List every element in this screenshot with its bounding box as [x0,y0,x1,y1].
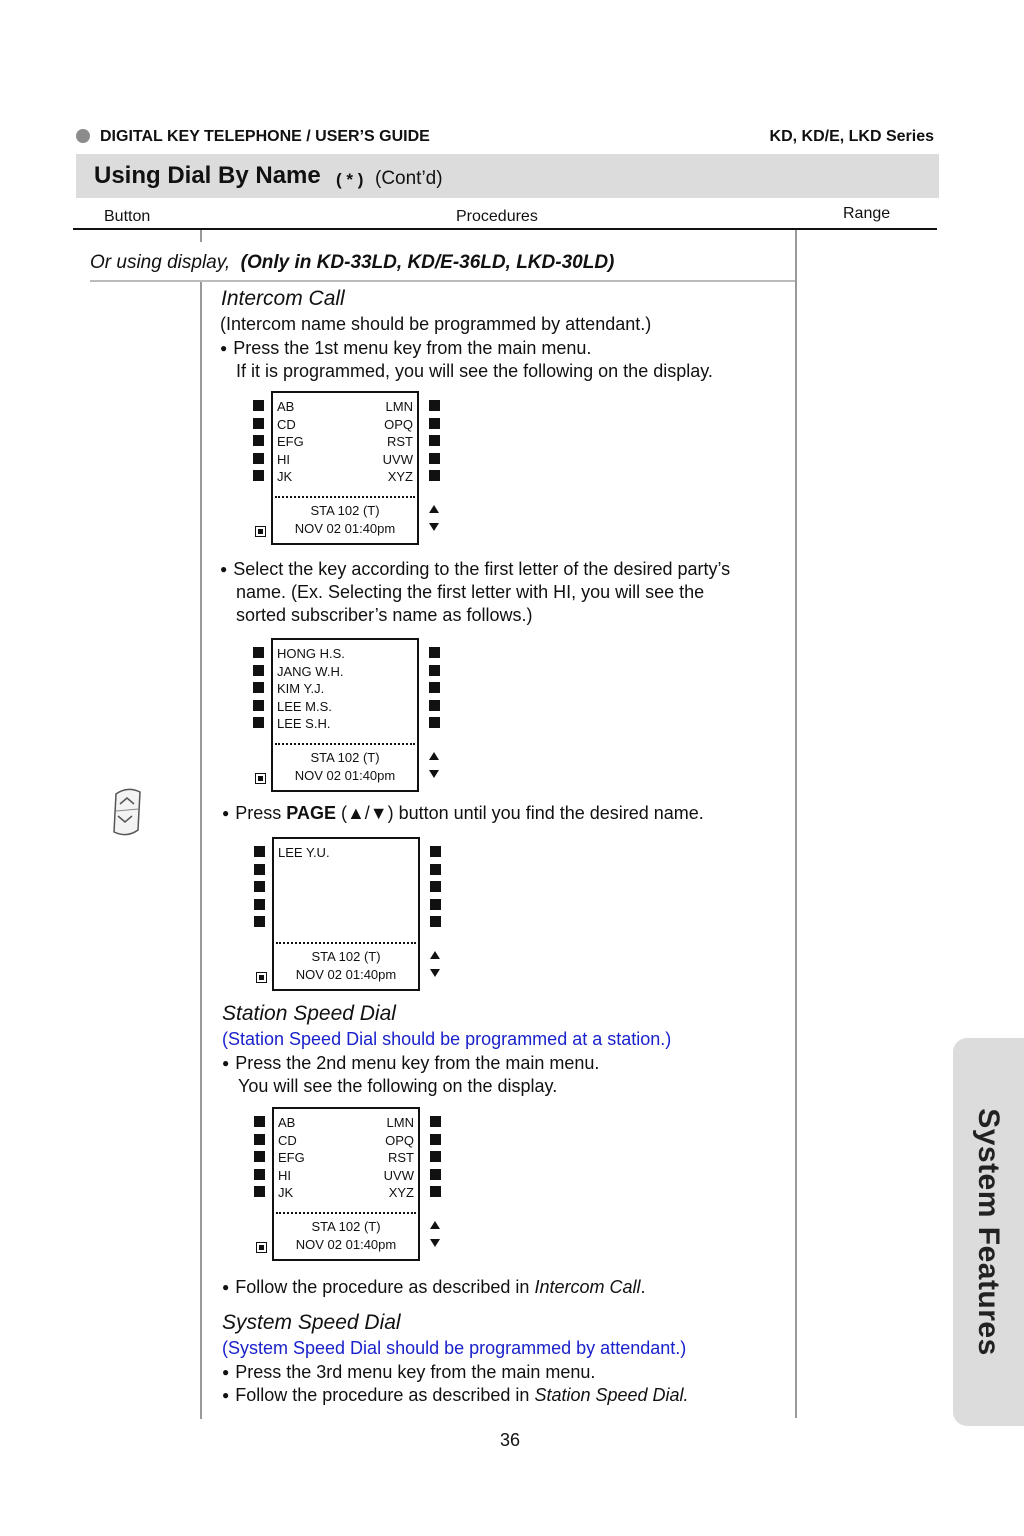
soft-key-right[interactable] [430,1151,441,1162]
soft-key-right[interactable] [430,916,441,927]
soft-key-left[interactable] [254,1186,265,1197]
system-step1: ● Press the 3rd menu key from the main menu. [222,1362,596,1382]
lcd-row [278,1149,414,1166]
soft-key-right[interactable] [429,682,440,693]
lcd-row-right-text: LMN [386,1115,414,1130]
soft-key-left[interactable] [254,1169,265,1180]
page-down-icon[interactable] [429,523,439,531]
lcd-row [278,897,414,914]
lcd-row-right-text: XYZ [387,469,413,484]
lcd-row [278,914,414,931]
soft-key-left[interactable] [253,665,264,676]
soft-key-right[interactable] [430,881,441,892]
intercom-step2: ● Select the key according to the first letter of the desired party’s [220,559,731,579]
page-up-icon[interactable] [429,505,439,513]
page-down-icon[interactable] [430,969,440,977]
intercom-heading: Intercom Call [221,287,345,310]
soft-key-left[interactable] [253,418,264,429]
page-up-down-button-icon[interactable] [108,786,146,838]
soft-key-right[interactable] [429,453,440,464]
title-symbol: ( * ) [336,170,364,189]
lcd-row-left-text: HI [277,451,290,467]
lcd-row-left-text: CD [277,416,296,432]
soft-key-left[interactable] [253,453,264,464]
lcd-screen [272,1107,420,1261]
page-up-icon[interactable] [429,752,439,760]
intercom-step2b: name. (Ex. Selecting the first letter with HI, you will see the [236,582,705,602]
soft-key-left[interactable] [254,864,265,875]
lcd-row [277,468,413,485]
soft-key-right[interactable] [429,700,440,711]
lcd-row-left-text: JK [278,1185,294,1200]
soft-key-left[interactable] [254,1151,265,1162]
lcd-row-right-text: XYZ [388,1185,414,1200]
lcd-row-left-text: HI [278,1167,291,1183]
lcd-row [278,1167,414,1184]
station-note: (Station Speed Dial should be programmed at a station.) [222,1029,672,1049]
soft-key-right[interactable] [429,717,440,728]
lcd-row [277,663,413,680]
lcd-row [278,1132,414,1149]
soft-key-left[interactable] [253,435,264,446]
lcd-row-right-text: UVW [383,1167,414,1183]
page-number: 36 [500,1430,521,1450]
page-up-icon[interactable] [430,951,440,959]
soft-key-left[interactable] [253,400,264,411]
display-models-note [90,252,614,274]
section-tab-label: System Features [972,1108,1005,1356]
column-header-procedures: Procedures [456,208,538,225]
menu-indicator-icon [255,526,266,537]
intercom-step3: ● Press PAGE (▲/▼) button until you find the desired name. [222,803,704,823]
column-divider [200,282,202,1419]
station-step1: ● Press the 2nd menu key from the main menu. [222,1053,600,1073]
page-down-icon[interactable] [430,1239,440,1247]
series-name: KD, KD/E, LKD Series [769,128,934,145]
soft-key-right[interactable] [429,647,440,658]
lcd-screen [271,391,419,545]
soft-key-left[interactable] [253,470,264,481]
lcd-row [277,698,413,715]
soft-key-left[interactable] [254,916,265,927]
lcd-row [277,680,413,697]
menu-indicator-icon [256,1242,267,1253]
soft-key-left[interactable] [253,682,264,693]
lcd-screen [271,638,419,792]
lcd-row-left-text: KIM Y.J. [277,681,325,696]
lcd-row-right-text: RST [387,434,413,449]
lcd-row [277,398,413,415]
lcd-row-right-text: OPQ [384,416,413,432]
lcd-row-left-text: EFG [277,434,304,449]
lcd-row [277,451,413,468]
or-prefix: Or using display, [90,252,231,273]
soft-key-right[interactable] [430,1169,441,1180]
lcd-row-left-text: LEE S.H. [277,716,331,731]
lcd-row-left-text: LEE Y.U. [278,845,330,860]
lcd-divider [276,942,416,944]
lcd-row [278,1184,414,1201]
lcd-row-right-text: OPQ [385,1132,414,1148]
soft-key-left[interactable] [254,881,265,892]
bullet-dot-icon [76,129,90,143]
lcd-row [277,715,413,732]
lcd-row-left-text: AB [277,399,295,414]
lcd-station-status: STA 102 (T) [311,1219,381,1234]
lcd-row [278,879,414,896]
title-contd: (Cont’d) [375,168,443,189]
lcd-row-right-text: LMN [385,399,413,414]
soft-key-left[interactable] [254,1134,265,1145]
column-divider [200,230,202,242]
soft-key-right[interactable] [430,846,441,857]
intercom-step1b: If it is programmed, you will see the following on the display. [236,361,713,381]
header-rule [73,228,937,230]
soft-key-left[interactable] [253,700,264,711]
lcd-row-right-text: RST [388,1150,414,1165]
section-rule [90,280,795,282]
soft-key-right[interactable] [429,470,440,481]
lcd-row [277,433,413,450]
lcd-row-left-text: JK [277,469,293,484]
soft-key-left[interactable] [254,899,265,910]
lcd-row [278,844,414,861]
guide-title: DIGITAL KEY TELEPHONE / USER’S GUIDE [100,128,430,145]
soft-key-right[interactable] [429,400,440,411]
soft-key-right[interactable] [429,665,440,676]
system-step2: ● Follow the procedure as described in Station Speed Dial. [222,1385,689,1405]
soft-key-left[interactable] [254,1116,265,1127]
lcd-date-time: NOV 02 01:40pm [294,521,396,536]
station-heading: Station Speed Dial [222,1002,396,1025]
lcd-row-left-text: CD [278,1132,297,1148]
soft-key-right[interactable] [430,1186,441,1197]
lcd-row [278,1114,414,1131]
intercom-step1: ● Press the 1st menu key from the main menu. [220,338,592,358]
lcd-row-left-text: EFG [278,1150,305,1165]
lcd-date-time: NOV 02 01:40pm [294,768,396,783]
page-up-icon[interactable] [430,1221,440,1229]
lcd-row-left-text: JANG W.H. [277,663,344,679]
column-header-range: Range [843,205,891,222]
lcd-divider [275,496,415,498]
intercom-step2c: sorted subscriber’s name as follows.) [236,605,533,625]
lcd-station-status: STA 102 (T) [310,503,380,518]
soft-key-left[interactable] [254,846,265,857]
soft-key-right[interactable] [430,899,441,910]
soft-key-right[interactable] [430,864,441,875]
models-list: (Only in KD-33LD, KD/E-36LD, LKD-30LD) [240,252,615,273]
lcd-divider [275,743,415,745]
soft-key-left[interactable] [253,647,264,658]
lcd-station-status: STA 102 (T) [311,949,381,964]
station-step2: ● Follow the procedure as described in Intercom Call. [222,1277,646,1297]
lcd-row [277,645,413,662]
intercom-note: (Intercom name should be programmed by attendant.) [220,314,652,334]
station-step1b: You will see the following on the display. [238,1076,558,1096]
lcd-date-time: NOV 02 01:40pm [295,967,397,982]
soft-key-right[interactable] [430,1134,441,1145]
lcd-row [277,416,413,433]
soft-key-right[interactable] [429,418,440,429]
soft-key-left[interactable] [253,717,264,728]
lcd-divider [276,1212,416,1214]
lcd-row-left-text: LEE M.S. [277,698,332,714]
lcd-row [278,862,414,879]
lcd-date-time: NOV 02 01:40pm [295,1237,397,1252]
lcd-station-status: STA 102 (T) [310,750,380,765]
soft-key-right[interactable] [430,1116,441,1127]
menu-indicator-icon [256,972,267,983]
page-title: Using Dial By Name [94,162,321,189]
soft-key-right[interactable] [429,435,440,446]
lcd-row-left-text: AB [278,1115,296,1130]
column-header-button: Button [104,208,151,225]
lcd-row-right-text: UVW [382,451,413,467]
lcd-screen [272,837,420,991]
system-note: (System Speed Dial should be programmed by attendant.) [222,1338,687,1358]
menu-indicator-icon [255,773,266,784]
lcd-row-left-text: HONG H.S. [277,646,345,661]
system-heading: System Speed Dial [222,1311,401,1334]
column-divider [795,230,797,1418]
page-down-icon[interactable] [429,770,439,778]
